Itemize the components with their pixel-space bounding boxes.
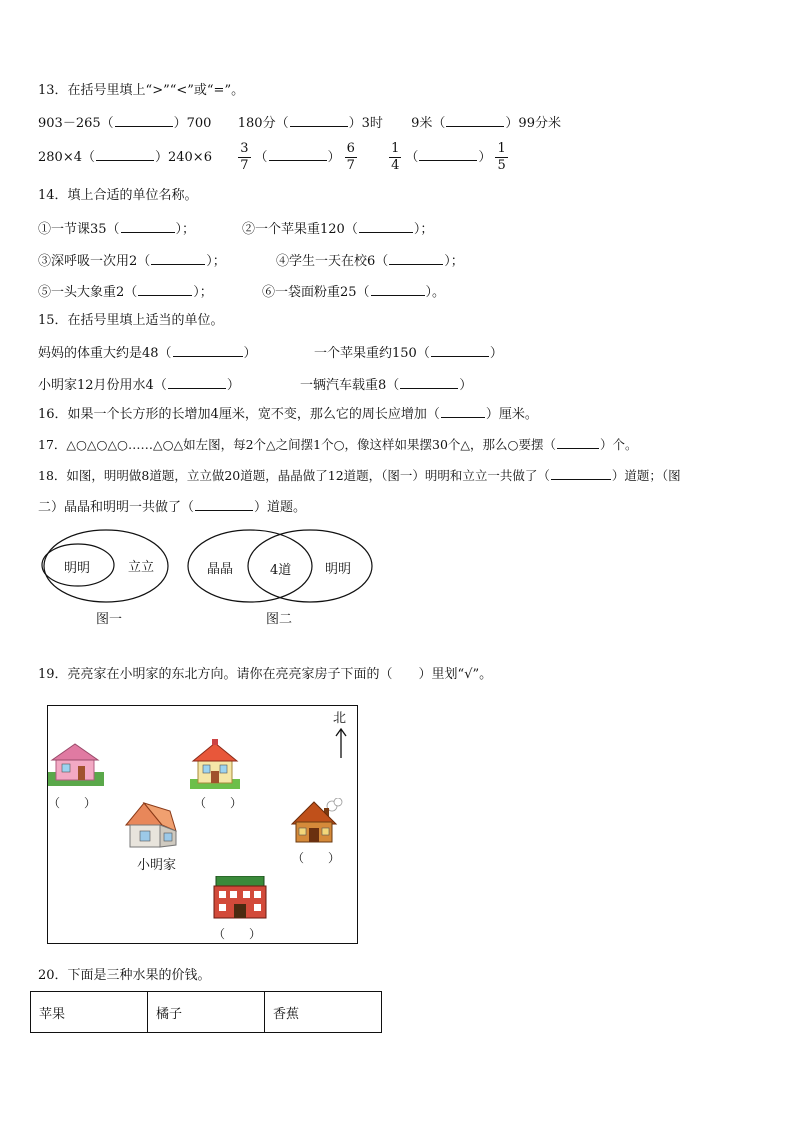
answer-blank[interactable]: [195, 498, 253, 511]
venn-label-mingming: 明明: [64, 561, 91, 576]
q18-line1: 18．如图，明明做8道题，立立做20道题，晶晶做了12道题，（图一）明明和立立一共做了（ ）道题；（图: [38, 468, 681, 483]
answer-blank[interactable]: [446, 114, 504, 127]
q13-title: 13．在括号里填上“>”“<”或“=”。: [38, 83, 245, 98]
caption-figure-two: 图二: [266, 612, 293, 627]
table-row: [31, 992, 382, 1033]
fruit-price-table: [30, 991, 382, 1033]
answer-blank[interactable]: [269, 148, 327, 161]
answer-blank[interactable]: [419, 148, 477, 161]
q16: 16．如果一个长方形的长增加4厘米，宽不变，那么它的周长应增加（ ）厘米。: [38, 407, 538, 422]
answer-blank[interactable]: [173, 344, 243, 357]
fraction: $\frac{1}{4}$: [391, 141, 400, 173]
paren-house-pink[interactable]: （ ）: [48, 796, 97, 810]
answer-blank[interactable]: [151, 252, 205, 265]
right-ellipse-mingming: [248, 530, 372, 602]
venn-label-overlap: 4道: [270, 563, 292, 578]
q13-r2-a-right: ）240×6: [154, 150, 212, 165]
answer-blank[interactable]: [115, 114, 173, 127]
answer-blank[interactable]: [290, 114, 348, 127]
venn-label-mingming-2: 明明: [325, 562, 352, 577]
q14-item-6: ⑥一袋面粉重25（ ）。: [262, 285, 446, 300]
q15-item-3: 小明家12月份用水4（ ）: [38, 378, 240, 393]
header-banana: 香蕉: [265, 992, 382, 1033]
answer-blank[interactable]: [557, 436, 599, 449]
q20-title: 20．下面是三种水果的价钱。: [38, 968, 211, 983]
answer-blank[interactable]: [96, 148, 154, 161]
fraction: $\frac{1}{5}$: [497, 141, 506, 173]
q14-item-5: ⑤一头大象重2（ ）；: [38, 285, 213, 300]
venn-label-lili: 立立: [128, 560, 155, 575]
answer-blank[interactable]: [431, 344, 489, 357]
fraction: $\frac{3}{7}$: [240, 141, 249, 173]
q15-item-1: 妈妈的体重大约是48（ ）: [38, 346, 257, 361]
q15-title: 15．在括号里填上适当的单位。: [38, 313, 224, 328]
q19-title: 19．亮亮家在小明家的东北方向。请你在亮亮家房子下面的（ ）里划“√”。: [38, 667, 493, 682]
paren-building[interactable]: （ ）: [213, 927, 262, 941]
paren-house-yellow[interactable]: （ ）: [194, 796, 243, 810]
north-label: 北: [333, 711, 347, 726]
header-orange: 橘子: [148, 992, 265, 1033]
xiaoming-house-icon: [122, 797, 178, 849]
answer-blank[interactable]: [441, 405, 485, 418]
q17: 17．△○△○△○……△○△如左图，每2个△之间摆1个○，像这样如果摆30个△，那么○要摆（ ）个。: [38, 437, 638, 452]
building-green-roof-icon: [212, 876, 268, 920]
answer-blank[interactable]: [371, 283, 425, 296]
q13-r1-c-left: 9米（: [411, 116, 446, 131]
q13-r2-a-left: 280×4（: [38, 150, 95, 165]
answer-blank[interactable]: [400, 376, 458, 389]
q13-r1-c-right: ）99分米: [505, 116, 561, 131]
q13-r1-b-left: 180分（: [237, 116, 289, 131]
q13-r1-a-left: 903－265（: [38, 116, 114, 131]
answer-blank[interactable]: [138, 283, 192, 296]
q15-item-4: 一辆汽车载重8（ ）: [300, 378, 473, 393]
q13-r1-a-right: ）700: [173, 116, 212, 131]
answer-blank[interactable]: [389, 252, 443, 265]
q14-item-2: ②一个苹果重120（ ）；: [242, 222, 434, 237]
q14-item-4: ④学生一天在校6（ ）；: [276, 254, 464, 269]
q13-r1-b-right: ）3时: [348, 116, 383, 131]
north-arrow-icon: [333, 726, 349, 760]
q15-item-2: 一个苹果重约150（ ）: [314, 346, 503, 361]
answer-blank[interactable]: [121, 220, 175, 233]
house-brown-icon: [290, 798, 344, 846]
xiaoming-house-label: 小明家: [137, 858, 177, 873]
q14-item-3: ③深呼吸一次用2（ ）；: [38, 254, 226, 269]
q13-row1: [38, 114, 561, 133]
header-apple: 苹果: [31, 992, 148, 1033]
answer-blank[interactable]: [551, 467, 611, 480]
house-yellow-icon: [190, 739, 240, 789]
q18-line2: 二）晶晶和明明一共做了（ ）道题。: [38, 500, 307, 515]
q14-title: 14．填上合适的单位名称。: [38, 188, 198, 203]
fraction: $\frac{6}{7}$: [346, 141, 355, 173]
caption-figure-one: 图一: [96, 612, 123, 627]
house-pink-icon: [48, 742, 104, 786]
q14-item-1: ①一节课35（ ）；: [38, 222, 196, 237]
answer-blank[interactable]: [359, 220, 413, 233]
answer-blank[interactable]: [168, 376, 226, 389]
venn-label-jingjing: 晶晶: [207, 562, 234, 577]
paren-house-brown[interactable]: （ ）: [292, 851, 341, 865]
q13-row2: 280×4（ ）240×6 $\frac{3}{7}$ （ ） $\frac{6}{7}$ $\frac{1}{4}$ （ ） $\frac{1}{5}$: [38, 141, 506, 173]
